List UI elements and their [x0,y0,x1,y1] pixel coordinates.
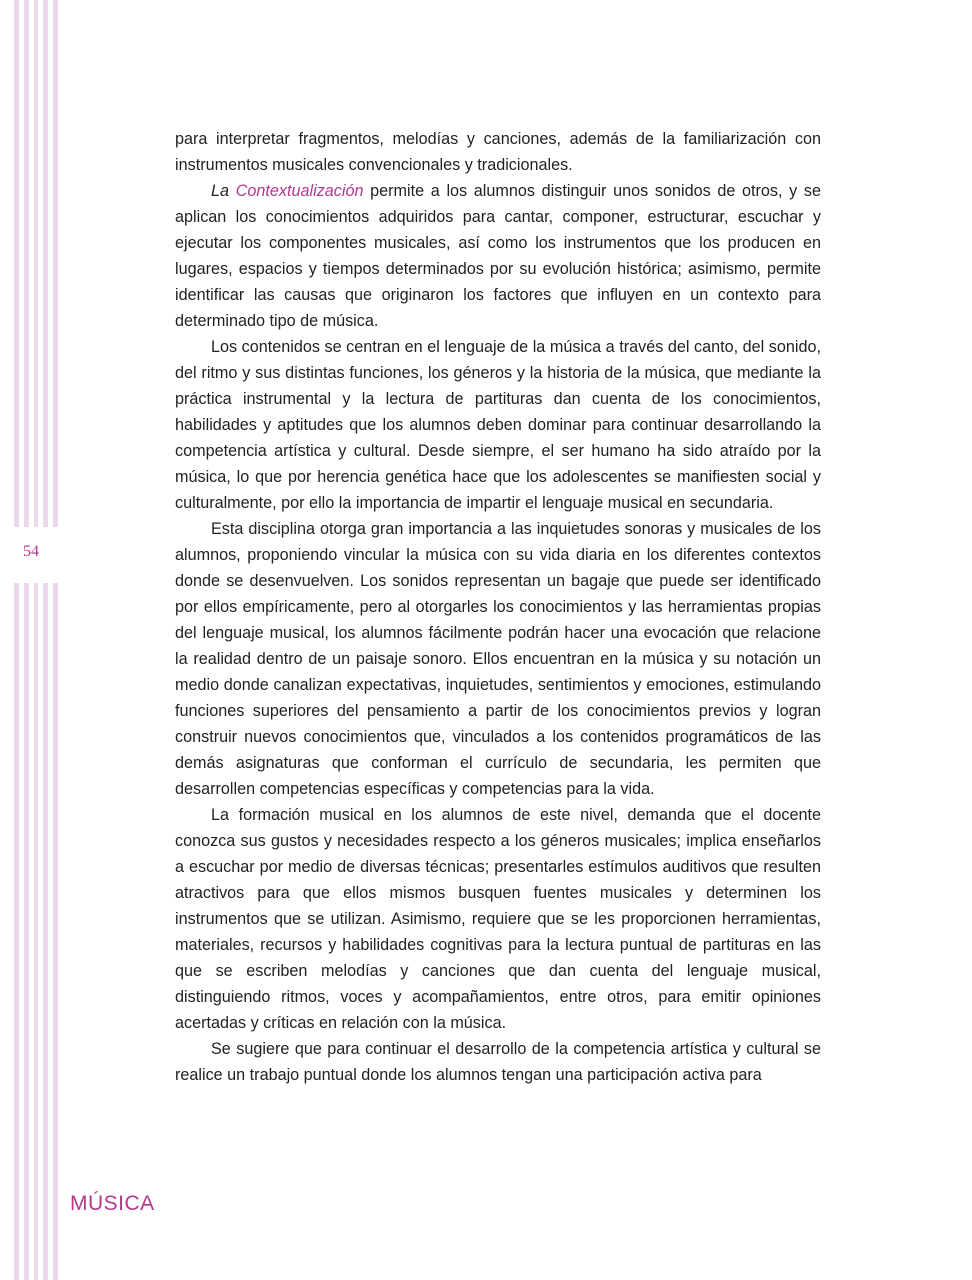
section-title: MÚSICA [70,1192,155,1215]
page-number: 54 [23,543,39,560]
margin-stripes-bottom [14,583,58,1280]
stripe [53,583,58,1280]
stripe [14,583,19,1280]
body-text [175,126,821,1088]
paragraph-1: para interpretar fragmentos, melodías y canciones, además de la familiarización con instrumentos musicales convencionales y tradicionales. [175,130,821,174]
stripe [53,0,58,527]
paragraph-6: Se sugiere que para continuar el desarrollo de la competencia artística y cultural se realice un trabajo puntual donde los alumnos tengan una participación activa para [175,1040,821,1084]
contextualizacion-term: Contextualización [235,182,364,200]
paragraph-5: La formación musical en los alumnos de este nivel, demanda que el docente conozca sus gustos y necesidades respecto a los géneros musicales; implica enseñarlos a escuchar por medio de diversas técnicas; presentarles estímulos auditivos que resulten atractivos para que ellos mismos busquen fuentes musicales y determinen los instrumentos que se utilizan. Asimismo, requiere que se les proporcionen herramientas, materiales, recursos y habilidades cognitivas para la lectura puntual de partituras en las que se escriben melodías y canciones que dan cuenta del lenguaje musical, distinguiendo ritmos, voces y acompañamientos, entre otros, para emitir opiniones acertadas y críticas en relación con la música. [175,806,821,1032]
stripe [43,583,48,1280]
stripe [14,0,19,527]
margin-stripes [14,0,58,1280]
paragraph-4: Esta disciplina otorga gran importancia a las inquietudes sonoras y musicales de los alumnos, proponiendo vincular la música con su vida diaria en los diferentes contextos donde se desenvuelven. Los sonidos representan un bagaje que puede ser identificado por ellos empíricamente, pero al otorgarles los conocimientos y las herramientas propias del lenguaje musical, los alumnos fácilmente podrán hacer una evocación que relacione la realidad dentro de un paisaje sonoro. Ellos encuentran en la música y su notación un medio donde canalizan expectativas, inquietudes, sentimientos y emociones, estimulando funciones superiores del pensamiento a partir de los conocimientos previos y logran construir nuevos conocimientos que, vinculados a los contenidos programáticos de las demás asignaturas que conforman el currículo de secundaria, les permiten que desarrollen competencias específicas y competencias para la vida. [175,520,821,798]
stripe [34,0,39,527]
stripe [24,583,29,1280]
paragraph-3: Los contenidos se centran en el lenguaje de la música a través del canto, del sonido, del ritmo y sus distintas funciones, los géneros y la historia de la música, que mediante la práctica instrumental y la lectura de partituras dan cuenta de los conocimientos, habilidades y aptitudes que los alumnos deben dominar para continuar desarrollando la competencia artística y cultural. Desde siempre, el ser humano ha sido atraído por la música, lo que por herencia genética hace que los adolescentes se manifiesten social y culturalmente, por ello la importancia de impartir el lenguaje musical en secundaria. [175,338,821,512]
paragraph-2-rest: permite a los alumnos distinguir unos sonidos de otros, y se aplican los conocimientos adquiridos para cantar, componer, estructurar, escuchar y ejecutar los componentes musicales, así como los instrumentos que los producen en lugares, espacios y tiempos determinados por su evolución histórica; asimismo, permite identificar las causas que originaron los factores que influyen en un contexto para determinado tipo de música. [175,182,822,330]
stripe [24,0,29,527]
stripe [43,0,48,527]
stripe [34,583,39,1280]
paragraph-2-lead: La [211,182,230,200]
margin-stripes-top [14,0,58,527]
paragraph-2 [175,178,821,334]
